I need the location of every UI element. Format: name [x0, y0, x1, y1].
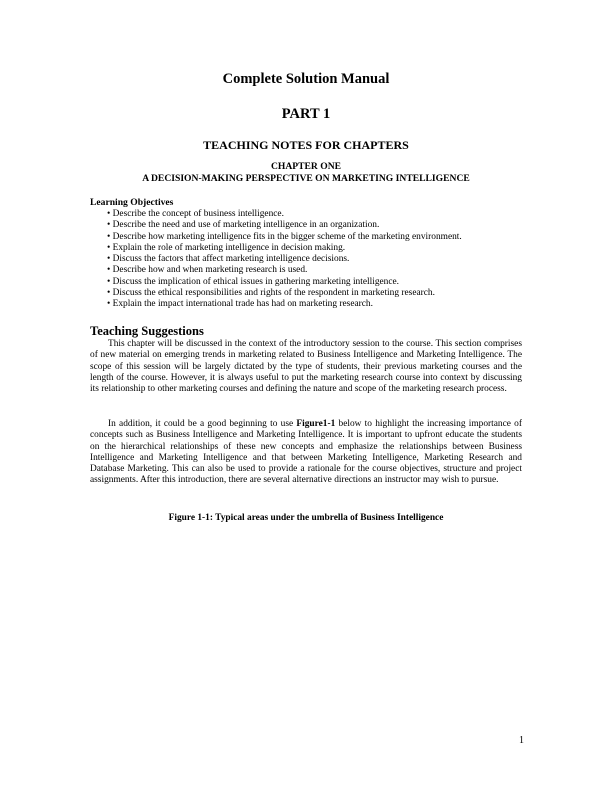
part-heading: PART 1 [281, 106, 331, 122]
figure-caption: Figure 1-1: Typical areas under the umbrella of Business Intelligence [168, 513, 444, 523]
chapter-label: CHAPTER ONE [270, 161, 342, 172]
list-item: • Describe how and when marketing research is used. [107, 265, 462, 276]
teaching-suggestions-heading: Teaching Suggestions [90, 324, 204, 338]
list-item: • Describe the need and use of marketing intelligence in an organization. [107, 220, 462, 231]
list-item: • Describe how marketing intelligence fits in the bigger scheme of the marketing environment. [107, 232, 462, 243]
document-title: Complete Solution Manual [222, 71, 390, 87]
page-number: 1 [519, 735, 524, 746]
paragraph: This chapter will be discussed in the context of the introductory session to the course. This section comprises of new material on emerging trends in marketing related to Business Intelligence and Marketing Intelligence. The scope of this session will be largely dictated by the type of students, their previous marketing courses and the length of the course. However, it is always useful to put the marketing research course into context by discussing its relationship to other marketing courses and defining the nature and scope of the marketing research process. [90, 339, 522, 395]
learning-objectives-heading: Learning Objectives [90, 197, 174, 208]
paragraph-text: below to highlight the increasing importance of concepts such as Business Intelligence and Marketing Intelligence. It is important to upfront educate the students on the hierarchical relationships of these new concepts and emphasize the relationships between Business Intelligence and Marketing Intelligence and that between Marketing Intelligence, Marketing Research and Database Marketing. This can also be used to provide a rationale for the course objectives, structure and project assignments. After this introduction, there are several alternative directions an instructor may wish to pursue. [90, 419, 522, 486]
section-heading: TEACHING NOTES FOR CHAPTERS [203, 138, 409, 152]
figure-reference: Figure1-1 [296, 419, 336, 429]
list-item: • Discuss the ethical responsibilities and rights of the respondent in marketing research. [107, 288, 462, 299]
list-item: • Discuss the factors that affect marketing intelligence decisions. [107, 254, 462, 265]
learning-objectives-list [107, 209, 462, 311]
paragraph [90, 419, 522, 487]
list-item: • Explain the role of marketing intelligence in decision making. [107, 243, 462, 254]
chapter-subtitle: A DECISION-MAKING PERSPECTIVE ON MARKETING INTELLIGENCE [142, 173, 470, 184]
list-item: • Describe the concept of business intelligence. [107, 209, 462, 220]
list-item: • Explain the impact international trade has had on marketing research. [107, 299, 462, 310]
list-item: • Discuss the implication of ethical issues in gathering marketing intelligence. [107, 277, 462, 288]
paragraph-text: In addition, it could be a good beginning to use [108, 419, 297, 429]
